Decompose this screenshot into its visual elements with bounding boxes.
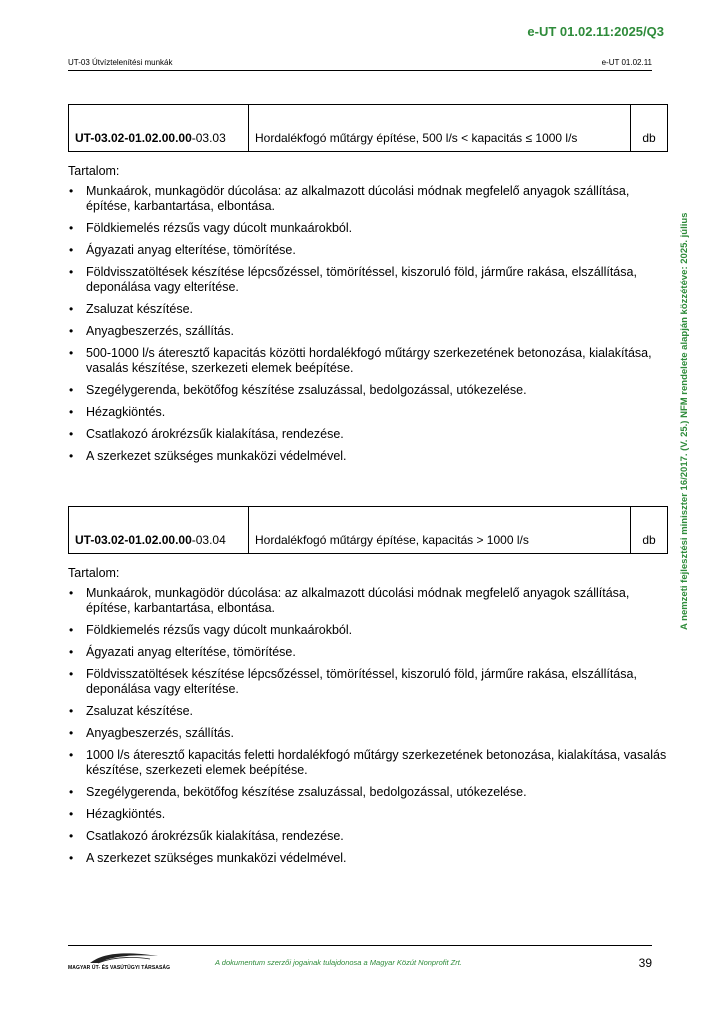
content-heading: Tartalom: xyxy=(68,164,120,178)
list-item: • Földvisszatöltések készítése lépcsőzéssel, tömörítéssel, kiszoruló föld, járműre rakása, elszállítása, deponálása vagy elterítése. xyxy=(69,667,637,696)
list-item: • Munkaárok, munkagödör dúcolása: az alkalmazott dúcolási módnak megfelelő anyagok szállítása, építése, karbantartása, elbontása. xyxy=(69,184,630,213)
item-header-table xyxy=(68,104,668,152)
bullet-icon: • xyxy=(69,667,74,681)
list-item: • Szegélygerenda, bekötőfog készítése zsaluzással, bedolgozással, utókezelése. xyxy=(69,383,527,397)
list-item: • A szerkezet szükséges munkaközi védelmével. xyxy=(69,851,347,865)
page-footer xyxy=(68,945,652,976)
item-code-suffix: -03.03 xyxy=(191,131,226,145)
bullet-icon: • xyxy=(69,748,74,762)
bullet-icon: • xyxy=(69,302,74,316)
company-logo xyxy=(68,951,178,971)
list-item: • Hézagkiöntés. xyxy=(69,405,166,419)
content-list xyxy=(68,586,668,866)
list-item: • 500-1000 l/s áteresztő kapacitás közötti hordalékfogó műtárgy szerkezetének betonozása, kialakítása, vasalás készítése, szerkezeti elemek beépítése. xyxy=(69,346,652,375)
bullet-icon: • xyxy=(69,851,74,865)
bullet-icon: • xyxy=(69,726,74,740)
list-item: • Ágyazati anyag elterítése, tömörítése. xyxy=(69,243,296,257)
content-list xyxy=(68,184,668,464)
bullet-icon: • xyxy=(69,449,74,463)
list-item: • Szegélygerenda, bekötőfog készítése zsaluzással, bedolgozással, utókezelése. xyxy=(69,785,527,799)
item-code xyxy=(69,105,249,152)
list-item: • Anyagbeszerzés, szállítás. xyxy=(69,726,234,740)
bullet-icon: • xyxy=(69,623,74,637)
list-item: • 1000 l/s áteresztő kapacitás feletti hordalékfogó műtárgy szerkezetének betonozása, kialakítása, vasalás készítése, szerkezeti elemek beépítése. xyxy=(69,748,667,777)
list-item: • Csatlakozó árokrézsűk kialakítása, rendezése. xyxy=(69,829,344,843)
bullet-icon: • xyxy=(69,704,74,718)
logo-text: MAGYAR ÚT- ÉS VASÚTÜGYI TÁRSASÁG xyxy=(68,965,171,971)
list-item: • Hézagkiöntés. xyxy=(69,807,166,821)
bullet-icon: • xyxy=(69,265,74,279)
logo-swoosh-icon xyxy=(68,951,178,965)
bullet-icon: • xyxy=(69,807,74,821)
item-section-2 xyxy=(68,506,668,873)
list-item: • Munkaárok, munkagödör dúcolása: az alkalmazott dúcolási módnak megfelelő anyagok szállítása, építése, karbantartása, elbontása. xyxy=(69,586,630,615)
header-chapter: UT-03 Útvíztelenítési munkák xyxy=(68,58,173,67)
document-code: e-UT 01.02.11:2025/Q3 xyxy=(527,24,664,39)
list-item: • Csatlakozó árokrézsűk kialakítása, rendezése. xyxy=(69,427,344,441)
list-item: • Földvisszatöltések készítése lépcsőzéssel, tömörítéssel, kiszoruló föld, járműre rakása, elszállítása, deponálása vagy elterítése. xyxy=(69,265,637,294)
bullet-icon: • xyxy=(69,645,74,659)
list-item: • Földkiemelés rézsűs vagy dúcolt munkaárokból. xyxy=(69,221,353,235)
content-heading: Tartalom: xyxy=(68,566,120,580)
list-item: • Zsaluzat készítése. xyxy=(69,302,193,316)
page-header xyxy=(68,58,652,71)
item-code-bold: UT-03.02-01.02.00.00 xyxy=(75,533,192,547)
bullet-icon: • xyxy=(69,346,74,360)
header-doc-id: e-UT 01.02.11 xyxy=(601,58,652,67)
bullet-icon: • xyxy=(69,586,74,600)
bullet-icon: • xyxy=(69,184,74,198)
copyright-notice: A dokumentum szerzői jogainak tulajdonosa a Magyar Közút Nonprofit Zrt. xyxy=(215,958,462,967)
item-section-1 xyxy=(68,104,668,471)
item-code xyxy=(69,507,249,554)
list-item: • A szerkezet szükséges munkaközi védelmével. xyxy=(69,449,347,463)
bullet-icon: • xyxy=(69,785,74,799)
item-code-suffix: -03.04 xyxy=(191,533,226,547)
item-header-table xyxy=(68,506,668,554)
bullet-icon: • xyxy=(69,405,74,419)
bullet-icon: • xyxy=(69,829,74,843)
bullet-icon: • xyxy=(69,221,74,235)
bullet-icon: • xyxy=(69,324,74,338)
item-unit: db xyxy=(631,105,668,152)
bullet-icon: • xyxy=(69,427,74,441)
side-publication-note: A nemzeti fejlesztési miniszter 16/2017. (V. 25.) NFM rendelete alapján közzétéve: 2025. július xyxy=(679,212,690,630)
page-number: 39 xyxy=(638,956,652,970)
bullet-icon: • xyxy=(69,383,74,397)
list-item: • Anyagbeszerzés, szállítás. xyxy=(69,324,234,338)
item-title: Hordalékfogó műtárgy építése, kapacitás > 1000 l/s xyxy=(249,507,631,554)
item-code-bold: UT-03.02-01.02.00.00 xyxy=(75,131,192,145)
bullet-icon: • xyxy=(69,243,74,257)
item-unit: db xyxy=(631,507,668,554)
item-title: Hordalékfogó műtárgy építése, 500 l/s < kapacitás ≤ 1000 l/s xyxy=(249,105,631,152)
list-item: • Földkiemelés rézsűs vagy dúcolt munkaárokból. xyxy=(69,623,353,637)
list-item: • Ágyazati anyag elterítése, tömörítése. xyxy=(69,645,296,659)
list-item: • Zsaluzat készítése. xyxy=(69,704,193,718)
